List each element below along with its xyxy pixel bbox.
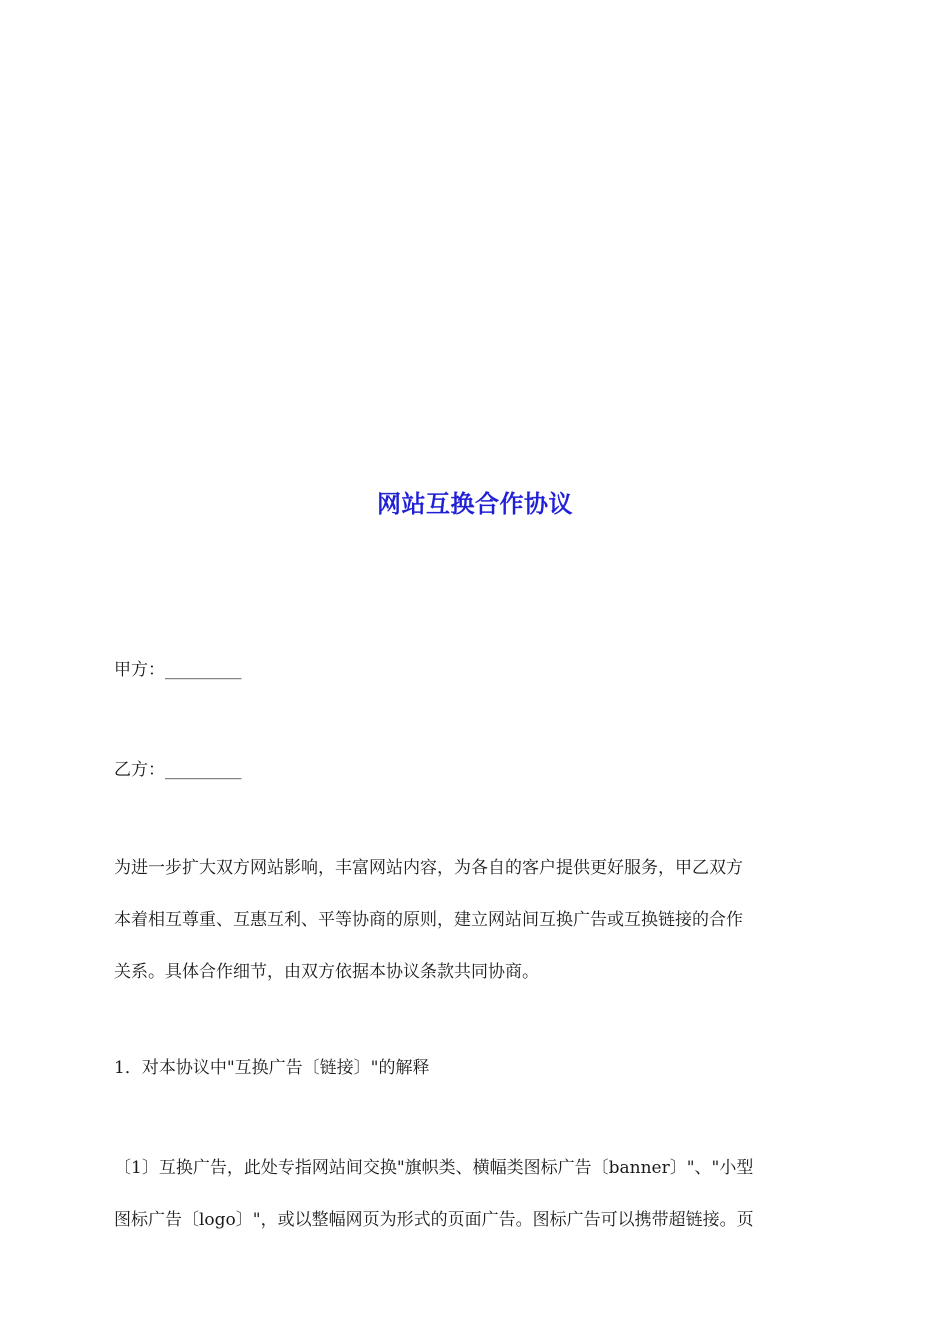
section-1-heading: 1．对本协议中"互换广告〔链接〕"的解释 bbox=[114, 1058, 430, 1078]
clause-1-paragraph bbox=[114, 1142, 838, 1246]
party-a-line bbox=[114, 658, 838, 682]
clause-1-line-1: 〔1〕互换广告，此处专指网站间交换"旗帜类、横幅类图标广告〔banner〕"、"小型 bbox=[114, 1158, 754, 1178]
intro-line-3: 关系。具体合作细节，由双方依据本协议条款共同协商。 bbox=[114, 962, 539, 982]
party-b-line bbox=[114, 758, 838, 782]
party-b-blank: _________ bbox=[165, 760, 242, 780]
party-a-label: 甲方： bbox=[114, 660, 165, 680]
party-b-label: 乙方： bbox=[114, 760, 165, 780]
clause-1-line-2: 图标广告〔logo〕"，或以整幅网页为形式的页面广告。图标广告可以携带超链接。页 bbox=[114, 1210, 754, 1230]
intro-line-1: 为进一步扩大双方网站影响，丰富网站内容，为各自的客户提供更好服务，甲乙双方 bbox=[114, 858, 743, 878]
party-a-blank: _________ bbox=[165, 660, 242, 680]
intro-line-2: 本着相互尊重、互惠互利、平等协商的原则，建立网站间互换广告或互换链接的合作 bbox=[114, 910, 743, 930]
document-title: 网站互换合作协议 bbox=[377, 489, 573, 518]
intro-paragraph bbox=[114, 842, 838, 998]
